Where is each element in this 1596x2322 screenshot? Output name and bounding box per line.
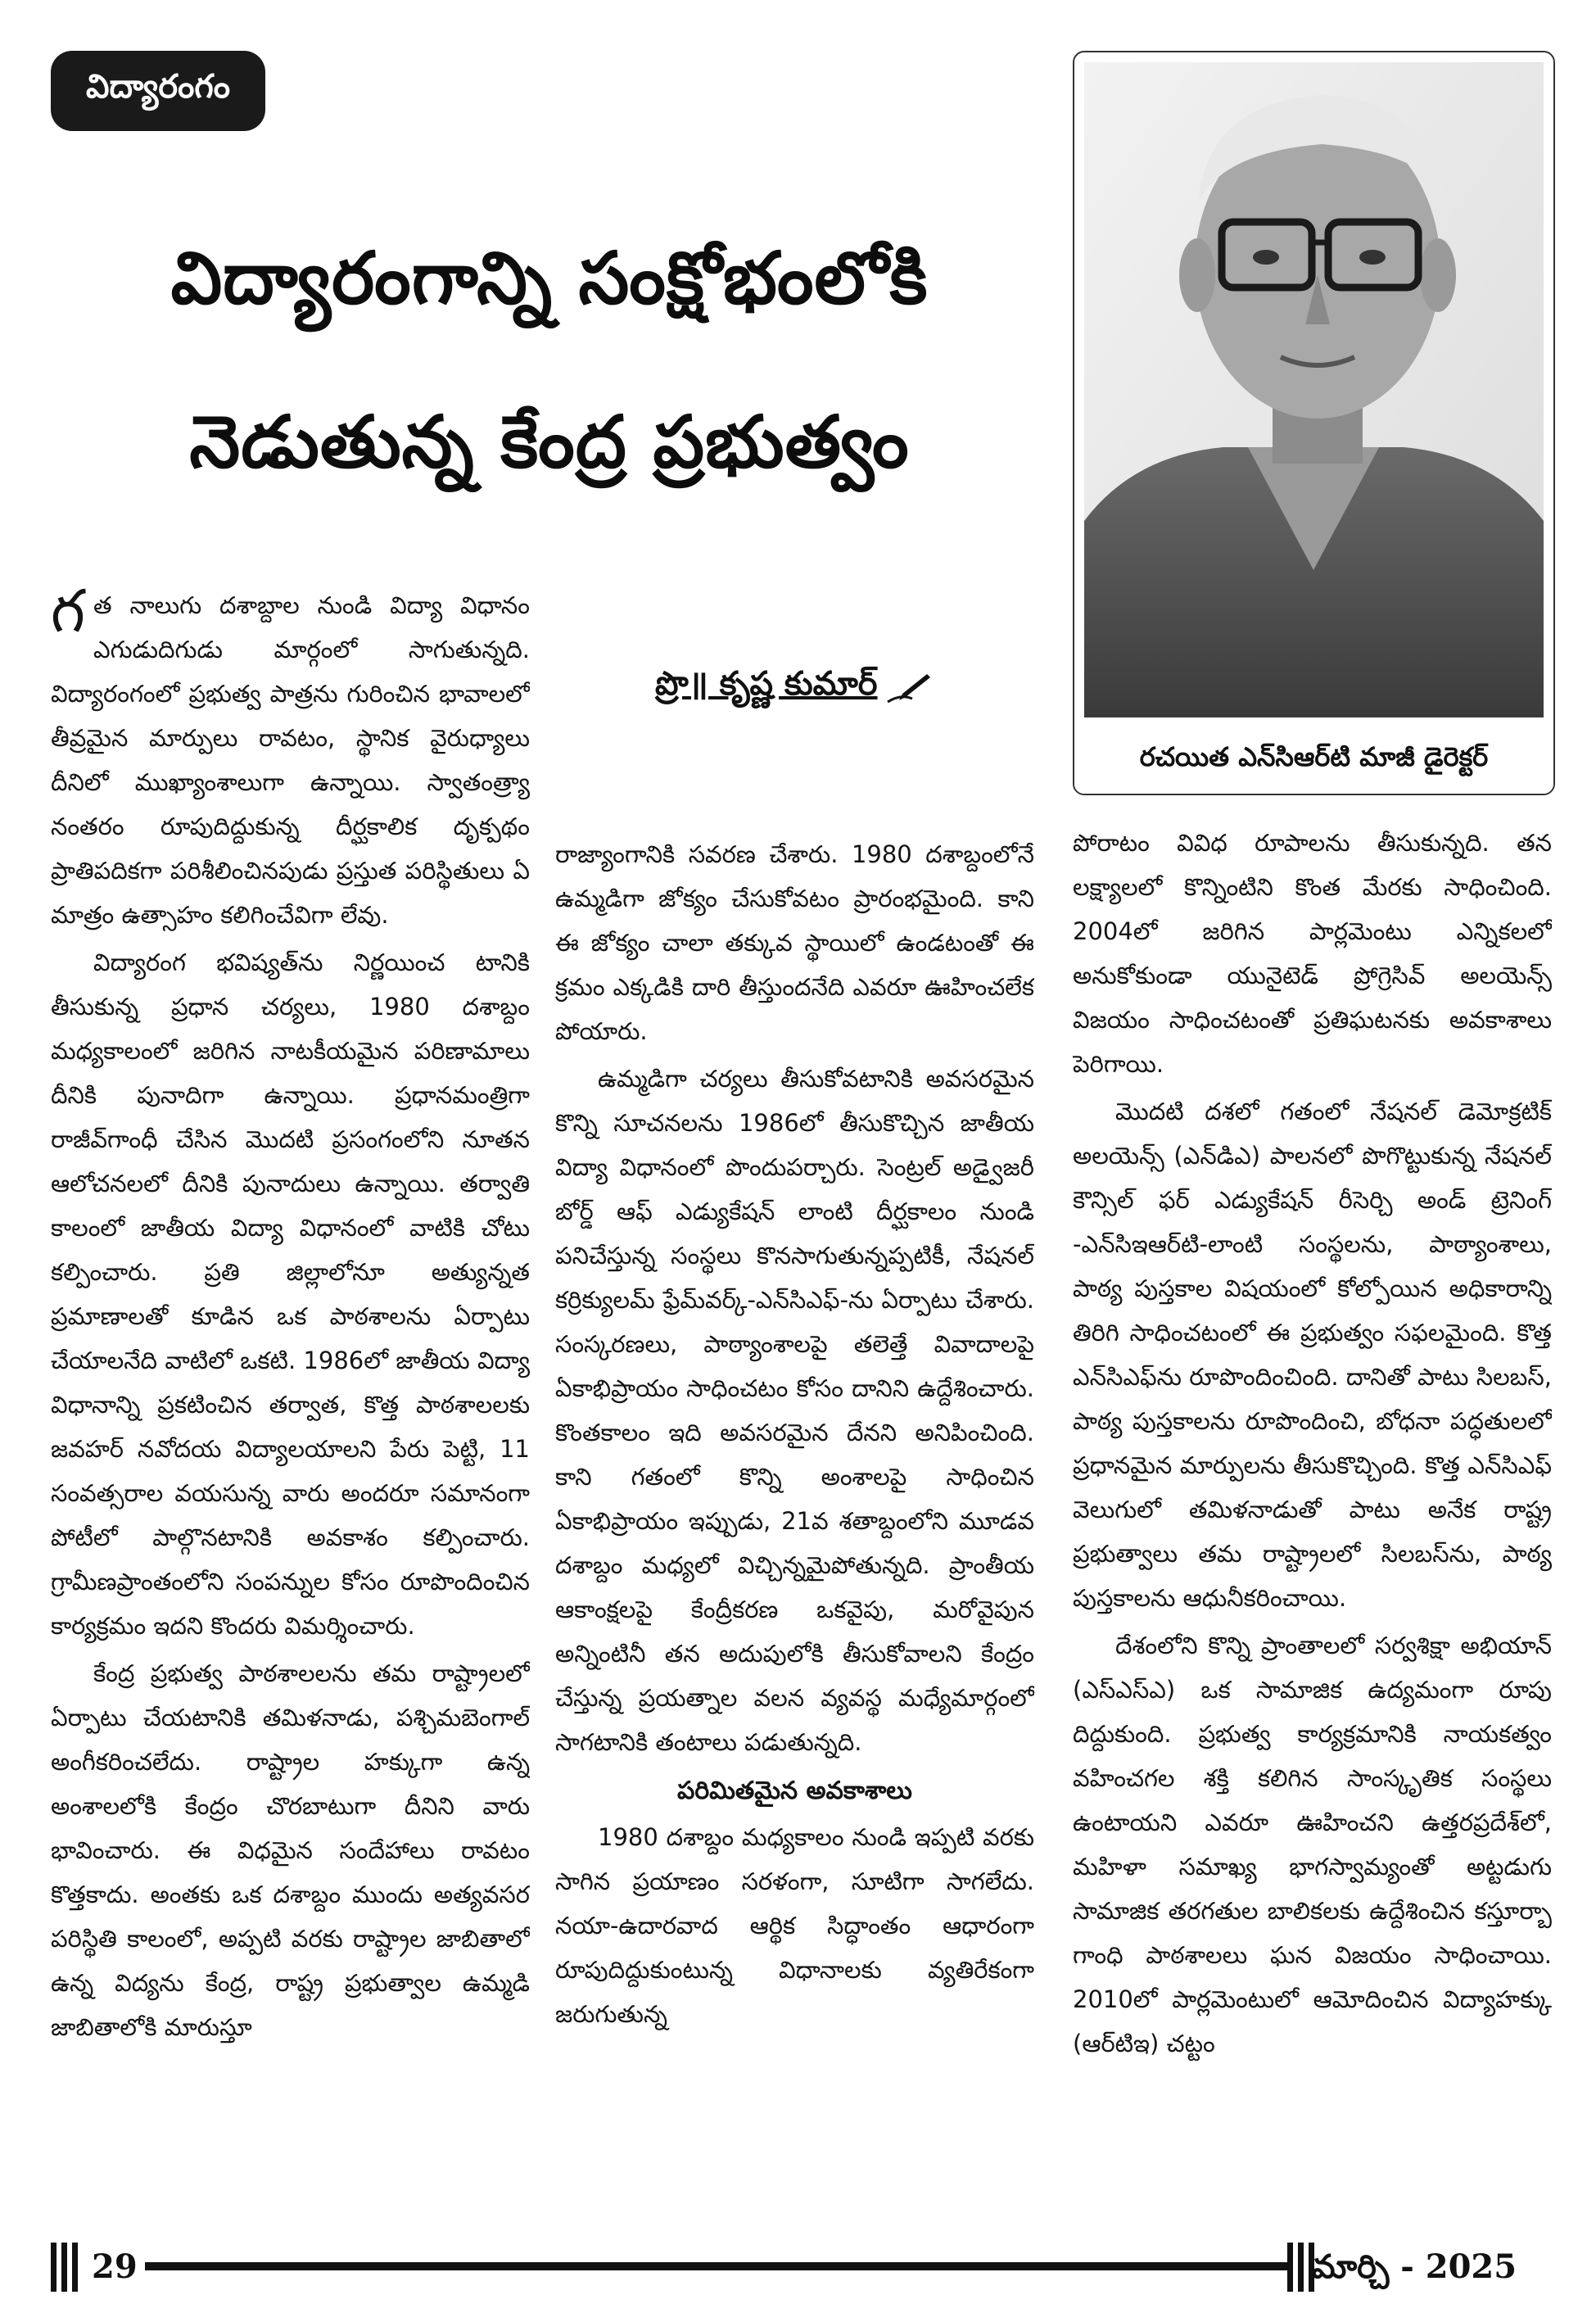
headline-line-2: నెడుతున్న కేంద్ర ప్రభుత్వం <box>189 400 910 484</box>
drop-cap: గ <box>51 583 85 645</box>
article-column-2 <box>555 832 1034 2236</box>
paragraph: మొదటి దశలో గతంలో నేషనల్ డెమోక్రటిక్ అలయెన్స్ (ఎన్‌డిఎ) పాలనలో పొగొట్టుకున్న నేషనల్ కౌన్సిల్ ఫర్ ఎడ్యుకేషన్ రీసెర్చి అండ్ ట్రెనింగ్ -ఎన్‌సిఇఆర్‌టి-లాంటి సంస్థలను, పాఠ్యాంశాలు, పాఠ్య పుస్తకాల విషయంలో కోల్పోయిన అధికారాన్ని తిరిగి సాధించటంలో ఈ ప్రభుత్వం సఫలమైంది. కొత్త ఎన్‌సిఎఫ్‌ను రూపొందించింది. దానితో పాటు సిలబస్, పాఠ్య పుస్తకాలను రూపొందించి, బోధనా పద్ధతులలో ప్రధానమైన మార్పులను తీసుకొచ్చింది. కొత్త ఎన్‌సిఎఫ్ వెలుగులో తమిళనాడుతో పాటు అనేక రాష్ట్ర ప్రభుత్వాలు తమ రాష్ట్రాలలో సిలబస్‌ను, పాఠ్య పుస్తకాలను ఆధునీకరించాయి. <box>1073 1098 1552 1612</box>
paragraph: విద్యారంగ భవిష్యత్‌ను నిర్ణయించ టానికి తీసుకున్న ప్రధాన చర్యలు, 1980 దశాబ్దం మధ్యకాలంలో జరిగిన నాటకీయమైన పరిణామాలు దీనికి పునాదిగా ఉన్నాయి. ప్రధానమంత్రిగా రాజీవ్‌గాంధీ చేసిన మొదటి ప్రసంగంలోని నూతన ఆలోచనలలో దీనికి పునాదులు ఉన్నాయి. తర్వాతి కాలంలో జాతీయ విద్యా విధానంలో వాటికి చోటు కల్పించారు. ప్రతి జిల్లాలోనూ అత్యున్నత ప్రమాణాలతో కూడిన ఒక పాఠశాలను ఏర్పాటు చేయాలనేది వాటిలో ఒకటి. 1986లో జాతీయ విద్యా విధానాన్ని ప్రకటించిన తర్వాత, కొత్త పాఠశాలలకు జవహర్ నవోదయ విద్యాలయాలని పేరు పెట్టి, 11 సంవత్సరాల వయసున్న వారు అందరూ సమానంగా పోటీలో పాల్గొనటానికి అవకాశం కల్పించారు. గ్రామీణప్రాంతంలోని సంపన్నుల కోసం రూపొందించిన కార్యక్రమం ఇదని కొందరు విమర్శించారు. <box>51 948 530 1640</box>
paragraph: కేంద్ర ప్రభుత్వ పాఠశాలలను తమ రాష్ట్రాలలో ఏర్పాటు చేయటానికి తమిళనాడు, పశ్చిమబెంగాల్ అంగీకరించలేదు. రాష్ట్రాల హక్కుగా ఉన్న అంశాలలోకి కేంద్రం చొరబాటుగా దీనిని వారు భావించారు. ఈ విధమైన సందేహాలు రావటం కొత్తకాదు. అంతకు ఒక దశాబ్దం ముందు అత్యవసర పరిస్థితి కాలంలో, అప్పటి వరకు రాష్ట్రాల జాబితాలో ఉన్న విద్యను కేంద్ర, రాష్ట్ర ప్రభుత్వాల ఉమ్మడి జాబితాలోకి మారుస్తూ <box>51 1659 530 2041</box>
section-tag-label: విద్యారంగం <box>86 68 230 106</box>
photo-caption: రచయిత ఎన్‌సిఆర్‌టి మాజీ డైరెక్టర్ <box>1074 726 1553 794</box>
paragraph: పోరాటం వివిధ రూపాలను తీసుకున్నది. తన లక్ష్యాలలో కొన్నింటిని కొంత మేరకు సాధించింది. 2004లో జరిగిన పార్లమెంటు ఎన్నికలలో అనుకోకుండా యునైటెడ్ ప్రోగ్రెసివ్ అలయెన్స్ విజయం సాధించటంతో ప్రతిఘటనకు అవకాశాలు పెరిగాయి. <box>1073 829 1552 1078</box>
portrait-photo <box>1084 62 1544 717</box>
issue-date: మార్చి - 2025 <box>1312 2247 1517 2286</box>
paragraph-text: త నాలుగు దశాబ్దాల నుండి విద్యా విధానం ఎగుడుదిగుడు మార్గంలో సాగుతున్నది. విద్యారంగంలో ప్రభుత్వ పాత్రను గురించిన భావాలలో తీవ్రమైన మార్పులు రావటం, స్థానిక వైరుధ్యాలు దీనిలో ముఖ్యాంశాలుగా ఉన్నాయి. స్వాతంత్ర్యా నంతరం రూపుదిద్దుకున్న దీర్ఘకాలిక దృక్పథం ప్రాతిపదికగా పరిశీలించినపుడు ప్రస్తుత పరిస్థితులు ఏ మాత్రం ఉత్సాహం కలిగించేవిగా లేవు. <box>51 591 530 929</box>
headline <box>51 197 1048 524</box>
footer-rule <box>145 2262 1291 2270</box>
author-photo-frame <box>1073 51 1555 795</box>
page-number: 29 <box>92 2247 138 2286</box>
headline-line-1: విద్యారంగాన్ని సంక్షోభంలోకి <box>170 236 929 320</box>
byline <box>655 663 999 713</box>
section-tag <box>51 51 265 131</box>
paragraph: దేశంలోని కొన్ని ప్రాంతాలలో సర్వశిక్షా అభియాన్ (ఎస్‌ఎస్‌ఎ) ఒక సామాజిక ఉద్యమంగా రూపు దిద్దుకుంది. ప్రభుత్వ కార్యక్రమానికి నాయకత్వం వహించగల శక్తి కలిగిన సాంస్కృతిక సంస్థలు ఉంటాయని ఎవరూ ఊహించని ఉత్తరప్రదేశ్‌లో, మహిళా సమాఖ్య భాగస్వామ్యంతో అట్టడుగు సామాజిక తరగతుల బాలికలకు ఉద్దేశించిన కస్తూర్బా గాంధి పాఠశాలలు ఘన విజయం సాధించాయి. 2010లో పార్లమెంటులో ఆమోదించిన విద్యాహక్కు (ఆర్‌టిఇ) చట్టం <box>1073 1632 1552 2057</box>
footer-bars-left <box>51 2243 78 2292</box>
paragraph <box>51 583 530 937</box>
page-footer <box>51 2243 1552 2292</box>
subheading: పరిమితమైన అవకాశాలు <box>677 1777 912 1805</box>
paragraph: ఉమ్మడిగా చర్యలు తీసుకోవటానికి అవసరమైన కొన్ని సూచనలను 1986లో తీసుకొచ్చిన జాతీయ విద్యా విధానంలో పొందుపర్చారు. సెంట్రల్ అడ్వైజరీ బోర్డ్ ఆఫ్ ఎడ్యుకేషన్ లాంటి దీర్ఘకాలం నుండి పనిచేస్తున్న సంస్థలు కొనసాగుతున్నప్పటికీ, నేషనల్ కర్రిక్యులమ్ ఫ్రేమ్‌వర్క్-ఎన్‌సిఎఫ్-ను ఏర్పాటు చేశారు. సంస్కరణలు, పాఠ్యాంశాలపై తలెత్తే వివాదాలపై ఏకాభిప్రాయం సాధించటం కోసం దానిని ఉద్దేశించారు. కొంతకాలం ఇది అవసరమైన దేనని అనిపించింది. కాని గతంలో కొన్ని అంశాలపై సాధించిన ఏకాభిప్రాయం ఇప్పుడు, 21వ శతాబ్దంలోని మూడవ దశాబ్దం మధ్యలో విచ్చిన్నమైపోతున్నది. ప్రాంతీయ ఆకాంక్షలపై కేంద్రీకరణ ఒకవైపు, మరోవైపున అన్నింటినీ తన అదుపులోకి తీసుకోవాలని కేంద్రం చేస్తున్న ప్రయత్నాల వలన వ్యవస్థ మధ్యేమార్గంలో సాగటానికి తంటాలు పడుతున్నది. <box>555 1065 1034 1756</box>
paragraph: రాజ్యాంగానికి సవరణ చేశారు. 1980 దశాబ్దంలోనే ఉమ్మడిగా జోక్యం చేసుకోవటం ప్రారంభమైంది. కాని ఈ జోక్యం చాలా తక్కువ స్థాయిలో ఉండటంతో ఈ క్రమం ఎక్కడికి దారి తీస్తుందనేది ఎవరూ ఊహించలేక పోయారు. <box>555 840 1034 1045</box>
pen-icon <box>884 669 934 707</box>
article-column-1 <box>51 583 530 2236</box>
author-name: ప్రొ॥ కృష్ణ కుమార్ <box>655 665 878 703</box>
paragraph: 1980 దశాబ్దం మధ్యకాలం నుండి ఇప్పటి వరకు సాగిన ప్రయాణం సరళంగా, సూటిగా సాగలేదు. నయా-ఉదారవాద ఆర్థిక సిద్ధాంతం ఆధారంగా రూపుదిద్దుకుంటున్న విధానాలకు వ్యతిరేకంగా జరుగుతున్న <box>555 1823 1034 2028</box>
article-column-3 <box>1073 821 1552 2236</box>
footer-bars-right <box>1287 2243 1314 2292</box>
